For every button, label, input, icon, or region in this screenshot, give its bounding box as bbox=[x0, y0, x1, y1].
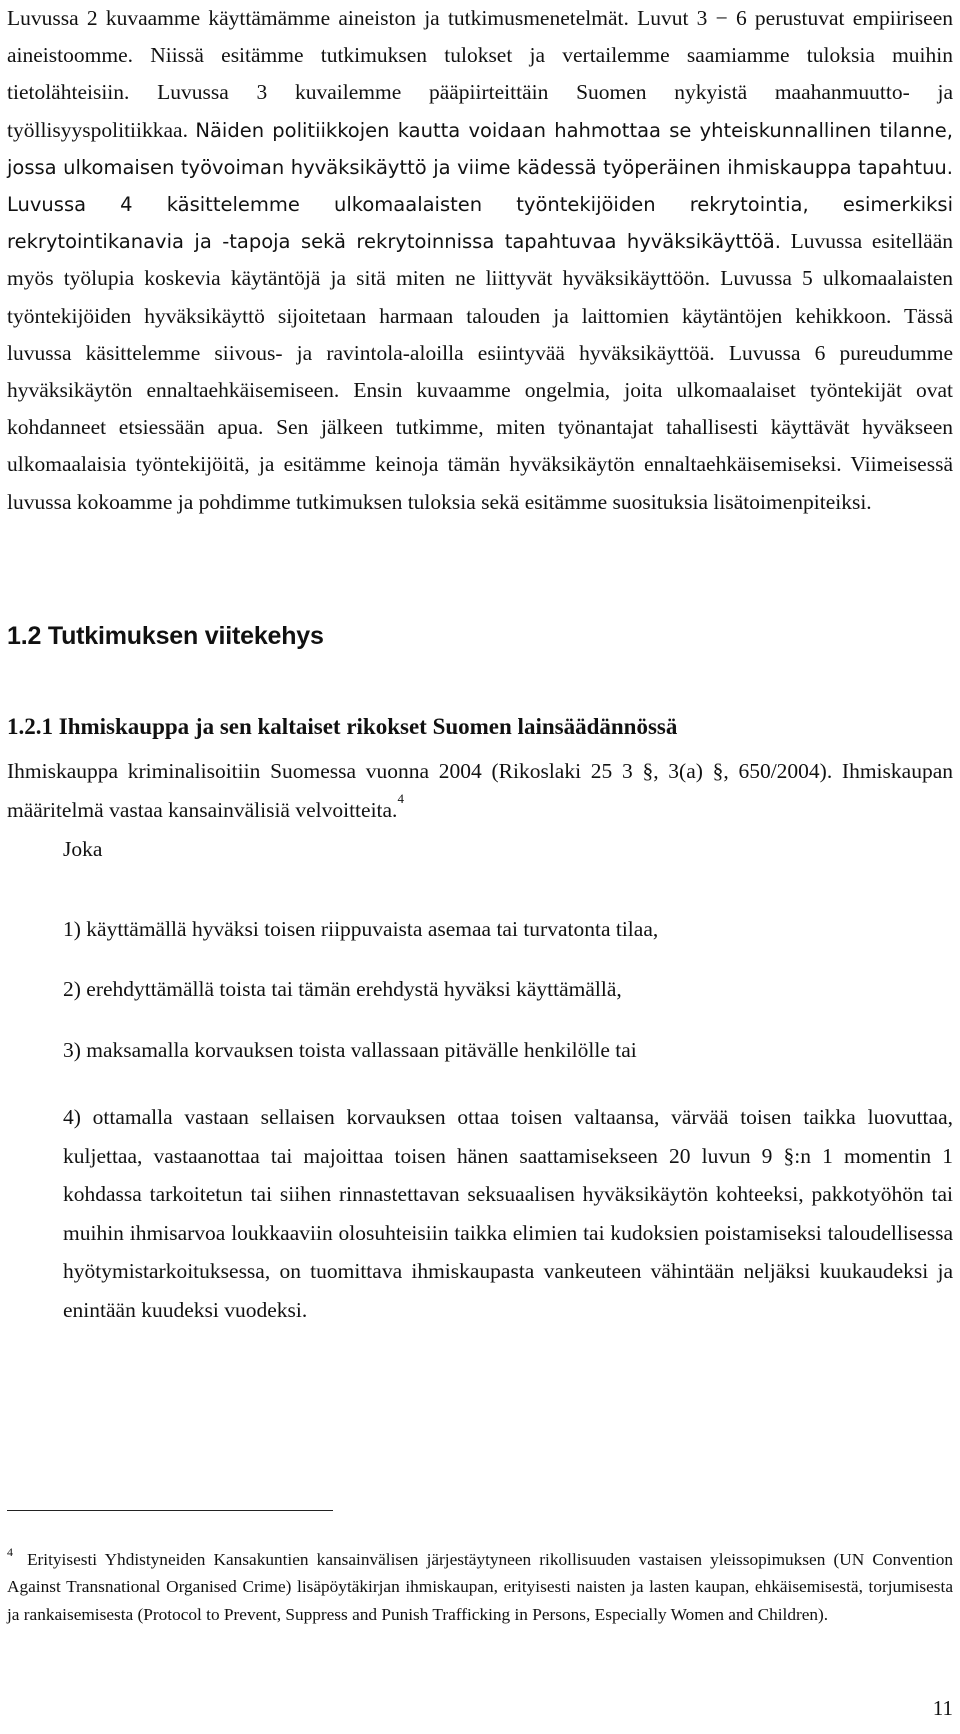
section-heading: 1.2 Tutkimuksen viitekehys bbox=[7, 622, 324, 650]
intro-sentence-3: Näiden politiikkojen kautta voidaan hahmottaa se yhteiskunnallinen tilanne, jossa ulkomaisen työvoiman hyväksikäyttö ja viime kädessä työperäinen ihmiskauppa tapahtuu. Luvussa 4 käsittelemme ulkomaalaisten työntekijöiden rekrytointia, esimerkiksi rekrytointikanavia ja -tapoja sekä rekrytoinnissa tapahtuvaa hyväksikäyttöä. bbox=[7, 118, 953, 254]
intro-sentence-1: Luvussa 2 kuvaamme käyttämämme aineiston ja tutkimusmenetelmät. bbox=[7, 6, 629, 30]
quote-item-4: 4) ottamalla vastaan sellaisen korvauksen ottaa toisen valtaansa, värvää toisen taikka luovuttaa, kuljettaa, vastaanottaa tai majoittaa toisen hänen saattamisekseen 20 luvun 9 §:n 1 momentin 1 kohdassa tarkoitetun tai siihen rinnastettavan seksuaalisen hyväksikäytön kohteeksi, pakkotyöhön tai muihin ihmisarvoa loukkaaviin olosuhteisiin taikka elimien tai kudoksien poistamiseksi taloudellisessa hyötymistarkoituksessa, on tuomittava ihmiskaupasta vankeuteen vähintään neljäksi kuukaudeksi ja enintään kuudeksi vuodeksi. bbox=[63, 1105, 953, 1322]
intro-paragraph bbox=[7, 0, 953, 521]
footnote-divider bbox=[7, 1510, 333, 1511]
quote-item-3: 3) maksamalla korvauksen toista vallassaan pitävälle henkilölle tai bbox=[63, 1038, 637, 1062]
quote-item-2: 2) erehdyttämällä toista tai tämän erehdystä hyväksi käyttämällä, bbox=[63, 977, 622, 1001]
intro-sentence-2: Luvut 3 − 6 perustuvat empiiriseen aineistoomme. Niissä esitämme tutkimuksen tulokset ja vertailemme saamiamme tuloksia muihin tietolähteisiin. Luvussa 3 kuvailemme pääpiirteittäin Suomen nykyistä maahanmuutto- ja työllisyyspolitiikkaa. bbox=[7, 6, 954, 142]
subsection-heading: 1.2.1 Ihmiskauppa ja sen kaltaiset rikokset Suomen lainsäädännössä bbox=[7, 714, 678, 739]
footnote bbox=[7, 1546, 953, 1628]
lead-paragraph bbox=[7, 752, 953, 830]
intro-sentence-4: Luvussa esitellään myös työlupia koskevia käytäntöjä ja sitä miten ne liittyvät hyväksikäyttöön. bbox=[7, 229, 954, 291]
footnote-text: Erityisesti Yhdistyneiden Kansakuntien kansainvälisen järjestäytyneen rikollisuuden vastaisen yleissopimuksen (UN Convention Against Transnational Organised Crime) lisäpöytäkirjan ihmiskaupan, erityisesti naisten ja lasten kaupan, ehkäisemisestä, torjumisesta ja rankaisemisesta (Protocol to Prevent, Suppress and Punish Trafficking in Persons, Especially Women and Children). bbox=[7, 1550, 953, 1624]
quote-joka: Joka bbox=[63, 837, 103, 861]
lead-text: Ihmiskauppa kriminalisoitiin Suomessa vuonna 2004 (Rikoslaki 25 3 §, 3(a) §, 650/2004). Ihmiskaupan määritelmä vastaa kansainvälisiä velvoitteita. bbox=[7, 759, 953, 822]
page-number: 11 bbox=[932, 1696, 953, 1720]
quote-item-1: 1) käyttämällä hyväksi toisen riippuvaista asemaa tai turvatonta tilaa, bbox=[63, 917, 659, 941]
intro-sentence-5: Luvussa 5 ulkomaalaisten työntekijöiden hyväksikäyttö sijoitetaan harmaan talouden ja laittomien käytäntöjen kehikkoon. Tässä luvussa käsittelemme siivous- ja ravintola-aloilla esiintyvää hyväksikäyttöä. Luvussa 6 pureudumme hyväksikäytön ennaltaehkäisemiseen. Ensin kuvaamme ongelmia, joita ulkomaalaiset työntekijät ovat kohdanneet etsiessään apua. Sen jälkeen tutkimme, miten työnantajat tahallisesti käyttävät hyväkseen ulkomaalaisia työntekijöitä, ja esitämme keinoja tämän hyväksikäytön ennaltaehkäisemiseksi. Viimeisessä luvussa kokoamme ja pohdimme tutkimuksen tuloksia sekä esitämme suosituksia lisätoimenpiteiksi. bbox=[7, 266, 953, 514]
footnote-reference[interactable]: 4 bbox=[397, 791, 404, 806]
footnote-number: 4 bbox=[7, 1545, 13, 1559]
